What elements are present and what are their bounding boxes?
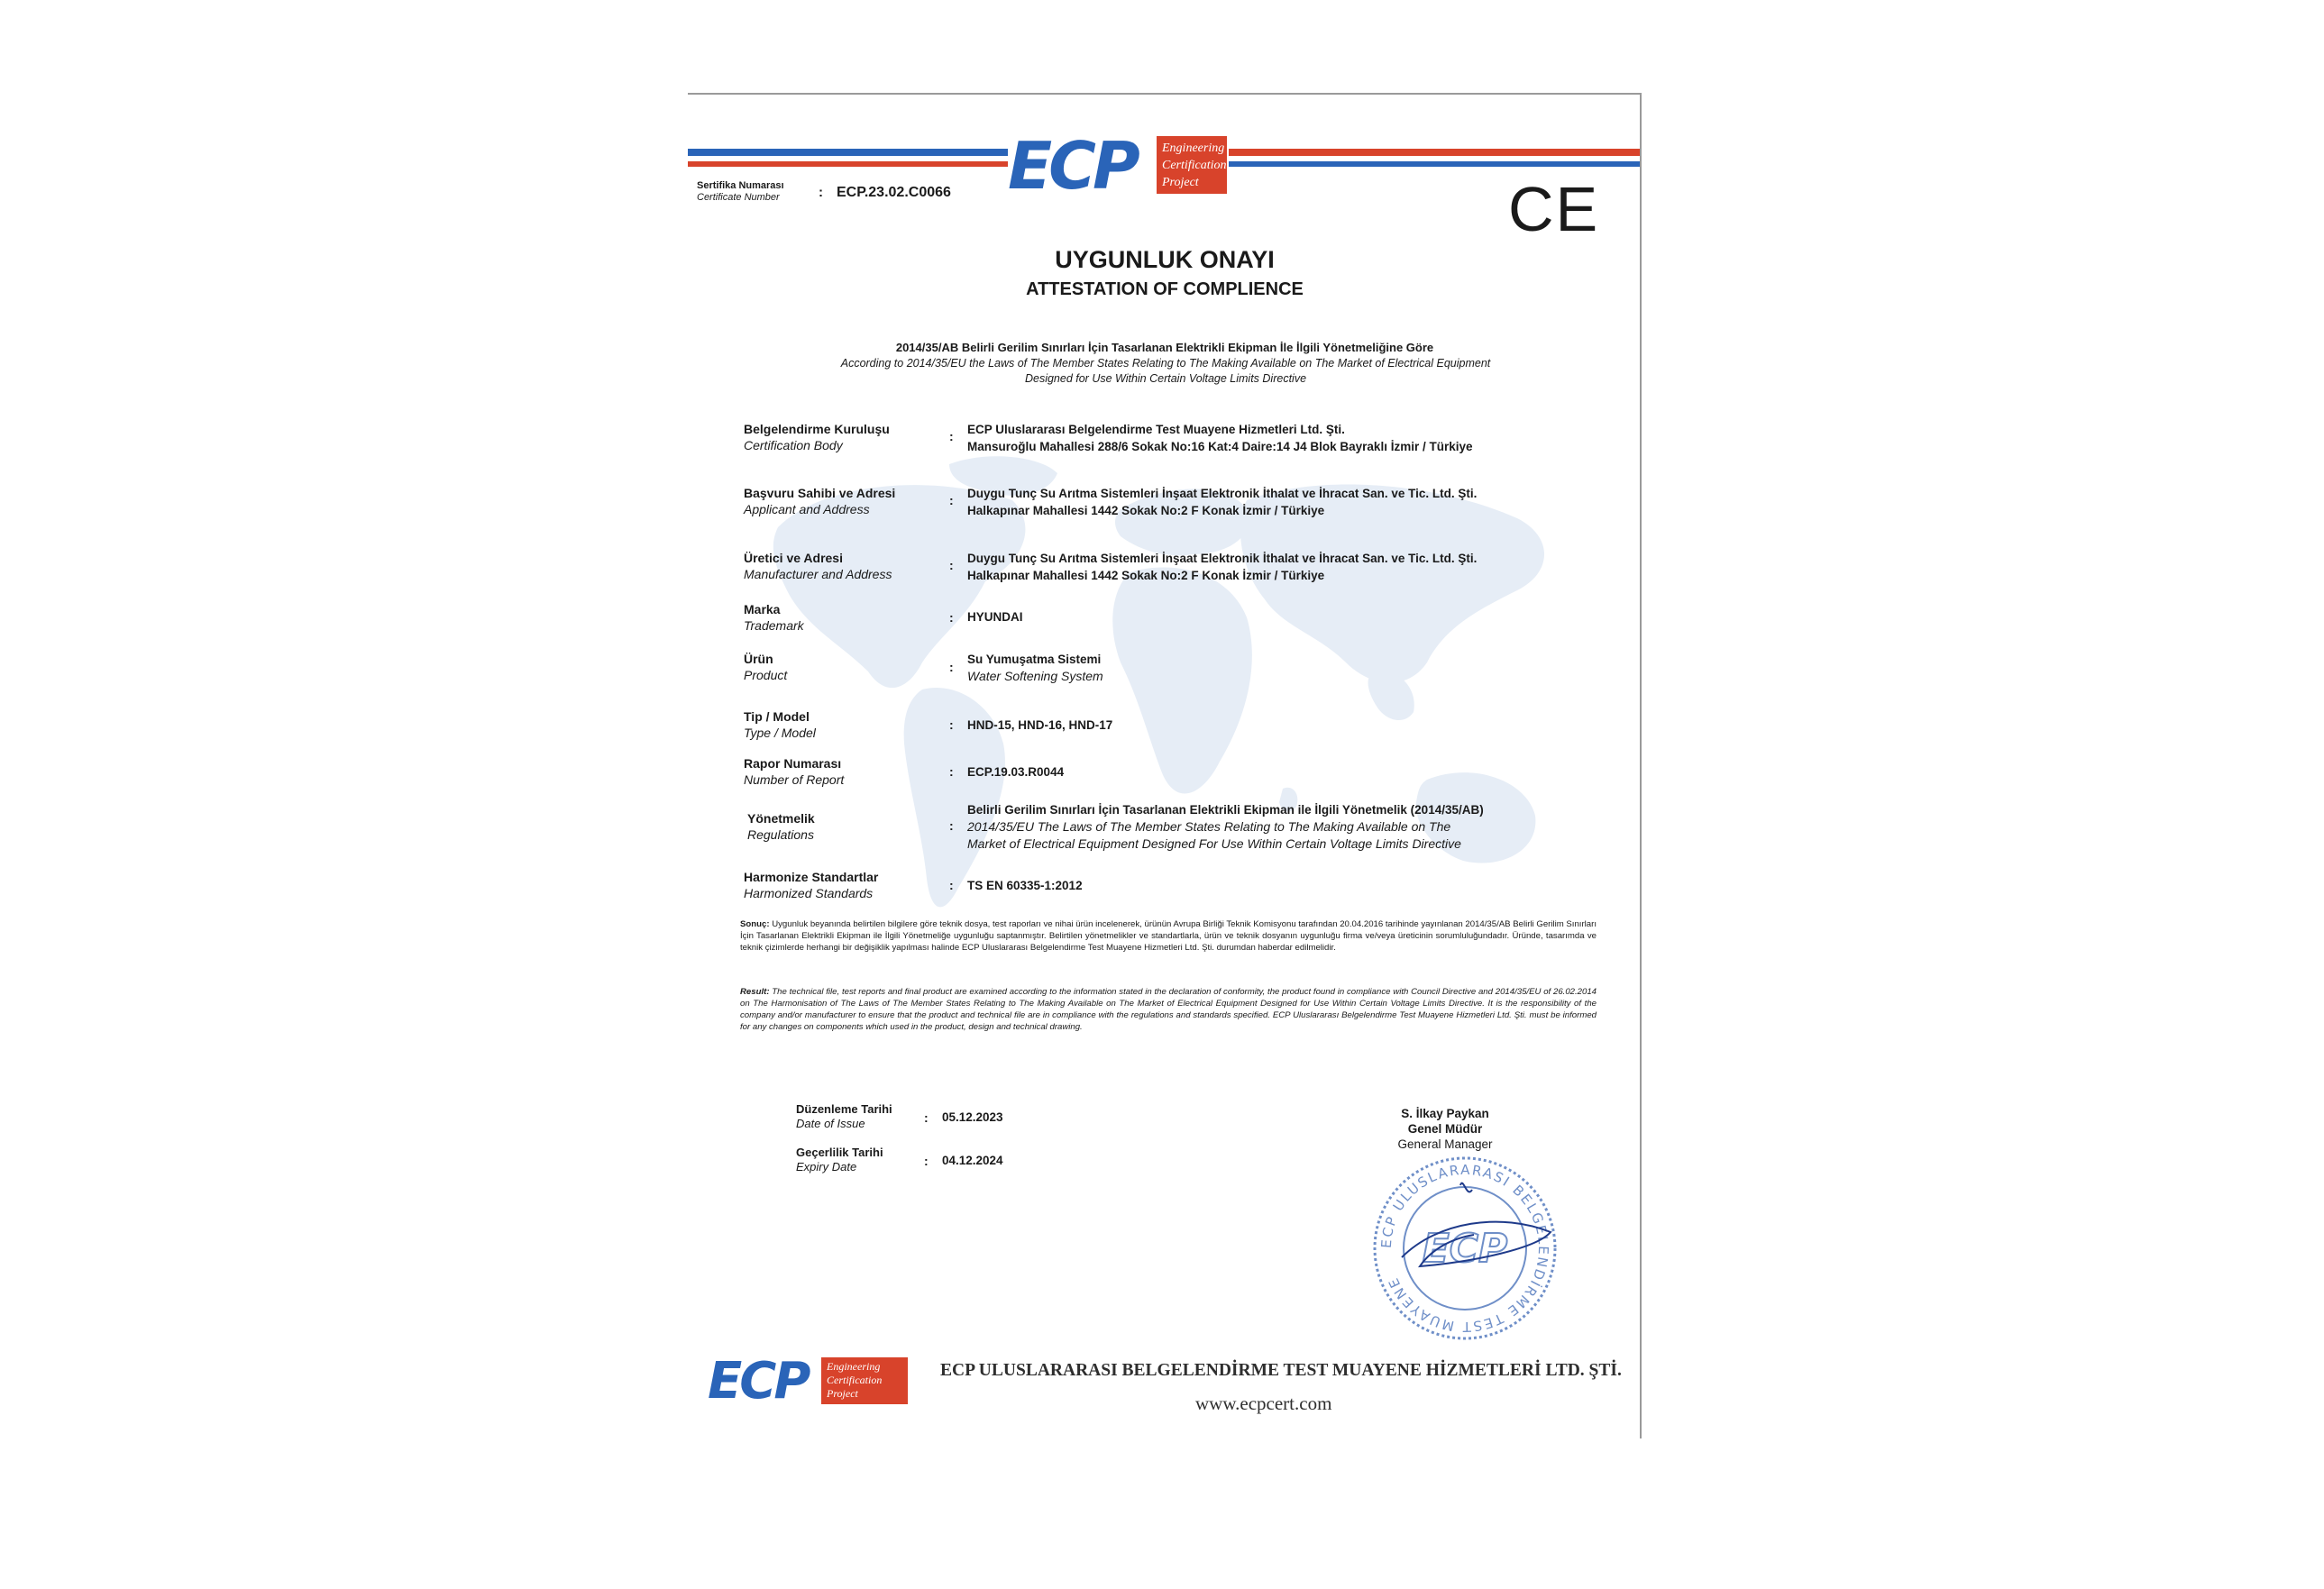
field-manufacturer-value: Duygu Tunç Su Arıtma Sistemleri İnşaat Elektronik İthalat ve İhracat San. ve Tic. Ltd. Şti. Halkapınar Mahallesi 1442 Sokak No:2 F Konak İzmir / Türkiye: [967, 552, 1478, 582]
field-colon: :: [949, 493, 954, 507]
field-colon: :: [949, 717, 954, 732]
result-tr-paragraph: Sonuç: Uygunluk beyanında belirtilen bilgilere göre teknik dosya, test raporları ve nihai ürün incelenerek, ürünün Avrupa Birliği Teknik Komisyonu tarafından 20.04.2016 tarihinde yayınlanan 2014/35/AB Belirli Gerilim Sınırları İçin Tasarlanan Elektrikli Ekipman ile İlgili Yönetmeliğe uygunluğu saptanmıştır. Belirtilen yönetmelikler ve standartlarla, ürün ve teknik dosyanın uygunluğu firma ve/veya üreticinin sorumluluğundadır. Üründe, tasarımda ve teknik çizimlerde herhangi bir değişiklik yapılması halinde ECP Uluslararası Belgelendirme Test Muayene Hizmetleri Ltd. Şti. durumdan haberdar edilmelidir.: [740, 919, 1597, 953]
title-en: ATTESTATION OF COMPLIENCE: [1026, 279, 1304, 299]
expiry-date-value: 04.12.2024: [942, 1154, 1003, 1167]
cert-number-colon: :: [819, 185, 823, 200]
field-manufacturer-label: Üretici ve Adresi Manufacturer and Address: [744, 551, 892, 581]
certificate-page: [688, 93, 1642, 1438]
cert-number-label-tr: Sertifika Numarası: [697, 180, 784, 191]
issue-date-value: 05.12.2023: [942, 1110, 1003, 1124]
field-certification-body-value: ECP Uluslararası Belgelendirme Test Muayene Hizmetleri Ltd. Şti. Mansuroğlu Mahallesi 288/6 Sokak No:16 Kat:4 Daire:14 J4 Blok Bayraklı İzmir / Türkiye: [967, 423, 1473, 453]
header-stripe-blue-top: [688, 149, 1008, 156]
field-colon: :: [949, 764, 954, 779]
cert-number-value: ECP.23.02.C0066: [837, 185, 951, 200]
issue-date-colon: :: [924, 1110, 929, 1125]
result-en-paragraph: Result: The technical file, test reports and final product are examined according to the information stated in the declaration of conformity, the product found in compliance with Council Directive and 2014/35/EU of 26.02.2014 on The Harmonisation of The Laws of The Member States Relating to The Making Available on The Market of Electrical Equipment Designed for Use Within Certain Voltage Limits Directive. It is the responsibility of the company and/or manufacturer to ensure that the product and technical file are in compliance with the regulations and standards specified. ECP Uluslararası Belgelendirme Test Muayene Hizmetleri Ltd. Şti. must be informed for any changes on components which used in the product, design and technical drawing.: [740, 987, 1597, 1032]
footer-ecp-logo: [708, 1352, 924, 1415]
field-regulations-value: Belirli Gerilim Sınırları İçin Tasarlanan Elektrikli Ekipman ile İlgili Yönetmelik (2014/35/AB) 2014/35/EU The Laws of The Member States Relating to The Making Available on The Market of Electrical Equipment Designed For Use Within Certain Voltage Limits Directive: [967, 803, 1484, 851]
field-trademark-label: Marka Trademark: [744, 602, 804, 633]
field-trademark-value: HYUNDAI: [967, 610, 1023, 624]
footer-company-name: ECP ULUSLARARASI BELGELENDİRME TEST MUAYENE HİZMETLERİ LTD. ŞTİ.: [940, 1361, 1622, 1380]
footer-website-link[interactable]: www.ecpcert.com: [1195, 1393, 1332, 1414]
field-colon: :: [949, 818, 954, 833]
footer-logo-text: ECP: [708, 1352, 809, 1411]
ce-mark: CE: [1508, 174, 1600, 244]
ecp-logo-tagline: Engineering Certification Project: [1157, 136, 1227, 194]
title-tr: UYGUNLUK ONAYI: [1055, 246, 1275, 273]
field-type-model-value: HND-15, HND-16, HND-17: [967, 718, 1113, 732]
field-applicant-value: Duygu Tunç Su Arıtma Sistemleri İnşaat Elektronik İthalat ve İhracat San. ve Tic. Ltd. Şti. Halkapınar Mahallesi 1442 Sokak No:2 F Konak İzmir / Türkiye: [967, 487, 1478, 517]
field-regulations-label: Yönetmelik Regulations: [747, 811, 815, 842]
field-certification-body-label: Belgelendirme Kuruluşu Certification Body: [744, 422, 890, 452]
header-stripe-blue-right: [1229, 161, 1642, 167]
ecp-logo-text: ECP: [1008, 128, 1137, 204]
field-report-number-value: ECP.19.03.R0044: [967, 765, 1065, 779]
signatory-title-en: General Manager: [1397, 1137, 1493, 1151]
directive-tr: 2014/35/AB Belirli Gerilim Sınırları İçin Tasarlanan Elektrikli Ekipman İle İlgili Yönetmeliğine Göre: [895, 341, 1434, 354]
field-harmonized-label: Harmonize Standartlar Harmonized Standards: [744, 870, 879, 900]
stamp-ring-text: ECP ULUSLARARASI BELGELENDİRME TEST MUAYENE: [1377, 1161, 1552, 1336]
signatory-title-tr: Genel Müdür: [1407, 1122, 1483, 1136]
company-stamp: [1366, 1149, 1564, 1347]
field-type-model-label: Tip / Model Type / Model: [744, 709, 816, 740]
issue-date-label: Düzenleme Tarihi Date of Issue: [796, 1102, 892, 1130]
field-colon: :: [949, 610, 954, 625]
field-product-value: Su Yumuşatma Sistemi Water Softening System: [967, 653, 1103, 683]
field-applicant-label: Başvuru Sahibi ve Adresi Applicant and Address: [744, 486, 896, 516]
expiry-date-colon: :: [924, 1154, 929, 1168]
field-harmonized-value: TS EN 60335-1:2012: [967, 879, 1083, 892]
header-stripe-red-top: [688, 161, 1008, 167]
field-colon: :: [949, 878, 954, 892]
signatory-name: S. İlkay Paykan: [1401, 1107, 1489, 1120]
world-map-watermark: [742, 446, 1598, 987]
ecp-logo: [1008, 128, 1229, 204]
cert-number-label-en: Certificate Number: [697, 192, 780, 203]
footer-logo-tagline: Engineering Certification Project: [821, 1357, 908, 1404]
field-colon: :: [949, 558, 954, 572]
field-colon: :: [949, 660, 954, 674]
field-colon: :: [949, 429, 954, 443]
directive-en: According to 2014/35/EU the Laws of The Member States Relating to The Making Available on The Market of Electrical Equipment Designed for Use Within Certain Voltage Limits Directive: [840, 357, 1491, 385]
stamp-center-text: ECP: [1422, 1226, 1508, 1272]
expiry-date-label: Geçerlilik Tarihi Expiry Date: [796, 1146, 883, 1173]
field-report-number-label: Rapor Numarası Number of Report: [744, 756, 845, 787]
header-stripe-red-right: [1229, 149, 1642, 156]
field-product-label: Ürün Product: [744, 652, 788, 682]
signature-block: [1373, 1106, 1517, 1152]
